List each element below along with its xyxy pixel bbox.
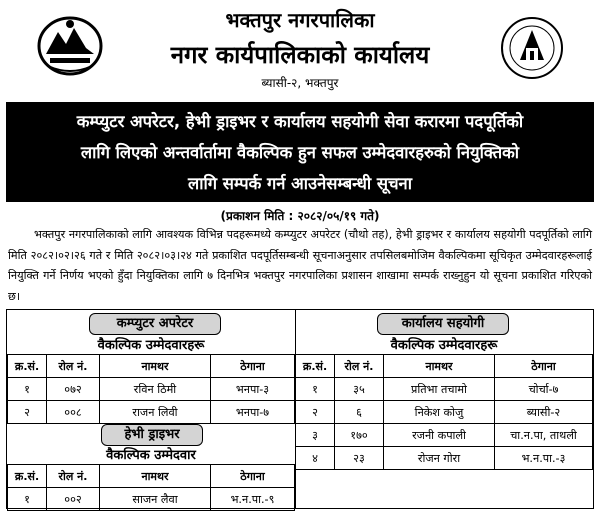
computer-operator-heading: कम्प्युटर अपरेटर	[89, 313, 221, 335]
cell-sn: ३	[296, 424, 335, 447]
office-assistant-subheading: वैकल्पिक उम्मेदवारहरू	[390, 338, 498, 353]
cell-address: चोर्चा-७	[495, 378, 593, 401]
cell-name: रजनी कपाली	[384, 424, 495, 447]
cell-roll: ६	[335, 401, 384, 424]
banner-line: लागि लिएको अन्तर्वार्तामा वैकल्पिक हुन सफल उम्मेदवारहरुको नियुक्तिको	[80, 143, 520, 162]
cell-sn: २	[8, 401, 47, 424]
cell-sn: १	[8, 488, 47, 511]
office-assistant-heading: कार्यालय सहयोगी	[377, 313, 509, 335]
municipality-name: भक्तपुर नगरपालिका	[225, 8, 375, 32]
header	[0, 0, 600, 100]
table-row	[8, 378, 295, 401]
computer-operator-subheading: वैकल्पिक उम्मेदवारहरू	[97, 338, 205, 353]
publication-date: (प्रकाशन मिति : २०८२/०५/१९ गते)	[220, 209, 380, 223]
cell-address: भनपा-३	[211, 378, 295, 401]
cell-roll: ३५	[335, 378, 384, 401]
table-row	[296, 424, 593, 447]
table-header-row	[296, 355, 593, 378]
col-sn: क्र.सं.	[296, 355, 335, 378]
notice-banner	[6, 102, 594, 202]
table-row	[296, 378, 593, 401]
cell-name: साजन लैवा	[100, 488, 211, 511]
computer-operator-table	[7, 354, 295, 424]
cell-roll: १७०	[335, 424, 384, 447]
cell-address: चा.न.पा, ताथली	[495, 424, 593, 447]
cell-name: राजन लिवी	[100, 401, 211, 424]
cell-address: भनपा-७	[211, 401, 295, 424]
candidate-lists	[6, 309, 594, 509]
cell-roll: ००८	[47, 401, 100, 424]
cell-roll: २३	[335, 447, 384, 470]
table-row	[8, 488, 295, 511]
cell-sn: ४	[296, 447, 335, 470]
cell-sn: १	[296, 378, 335, 401]
heavy-driver-heading: हेभी ड्राइभर	[101, 424, 203, 446]
cell-address: ब्यासी-२	[495, 401, 593, 424]
cell-name: रोजन गोरा	[384, 447, 495, 470]
heavy-driver-subheading: वैकल्पिक उम्मेदवार	[106, 448, 196, 463]
cell-name: रविन ठिमी	[100, 378, 211, 401]
office-assistant-table	[295, 354, 593, 470]
banner-line: लागि सम्पर्क गर्न आउनेसम्बन्धी सूचना	[188, 174, 412, 193]
col-roll: रोल नं.	[47, 355, 100, 378]
office-name: नगर कार्यपालिकाको कार्यालय	[170, 41, 430, 69]
cell-name: निकेश कोजु	[384, 401, 495, 424]
col-address: ठेगाना	[211, 355, 295, 378]
cell-roll: ०७२	[47, 378, 100, 401]
cell-name: प्रतिभा तचामो	[384, 378, 495, 401]
col-address: ठेगाना	[211, 465, 295, 488]
col-name: नामथर	[384, 355, 495, 378]
municipality-logo-icon	[500, 16, 564, 80]
cell-sn: २	[296, 401, 335, 424]
col-sn: क्र.सं.	[8, 355, 47, 378]
table-header-row	[8, 355, 295, 378]
cell-address: भ.न.पा.-३	[495, 447, 593, 470]
cell-roll: ००२	[47, 488, 100, 511]
office-address: ब्यासी-२, भक्तपुर	[261, 76, 339, 90]
cell-sn: १	[8, 378, 47, 401]
table-row	[296, 401, 593, 424]
col-roll: रोल नं.	[47, 465, 100, 488]
notice-text: भक्तपुर नगरपालिकाको लागि आवश्यक विभिन्न पदहरूमध्ये कम्प्युटर अपरेटर (चौथो तह), हेभी ड्राइभर र कार्यालय सहयोगी पदपूर्तिको लागि मिति २०८२।०२।२६ गते र मिति २०८२।०३।२४ गते प्रकाशित पदपूर्तिसम्बन्धी सूचनाअनुसार तपसिलबमोजिम वैकल्पिकमा सूचिकृत उम्मेदवारहरूलाई नियुक्ति गर्ने निर्णय भएको हुँदा नियुक्तिका लागि ७ दिनभित्र भक्तपुर नगरपालिका प्रशासन शाखामा सम्पर्क राख्नुहुन यो सूचना प्रकाशित गरिएको छ।	[8, 228, 592, 303]
table-row	[8, 401, 295, 424]
notice-body	[8, 225, 592, 307]
col-sn: क्र.सं.	[8, 465, 47, 488]
col-address: ठेगाना	[495, 355, 593, 378]
heavy-driver-table	[7, 464, 295, 511]
banner-line: कम्प्युटर अपरेटर, हेभी ड्राइभर र कार्यालय सहयोगी सेवा करारमा पदपूर्तिको	[76, 112, 524, 131]
col-name: नामथर	[100, 355, 211, 378]
cell-address: भ.न.पा.-९	[211, 488, 295, 511]
col-roll: रोल नं.	[335, 355, 384, 378]
table-row	[296, 447, 593, 470]
table-header-row	[8, 465, 295, 488]
col-name: नामथर	[100, 465, 211, 488]
